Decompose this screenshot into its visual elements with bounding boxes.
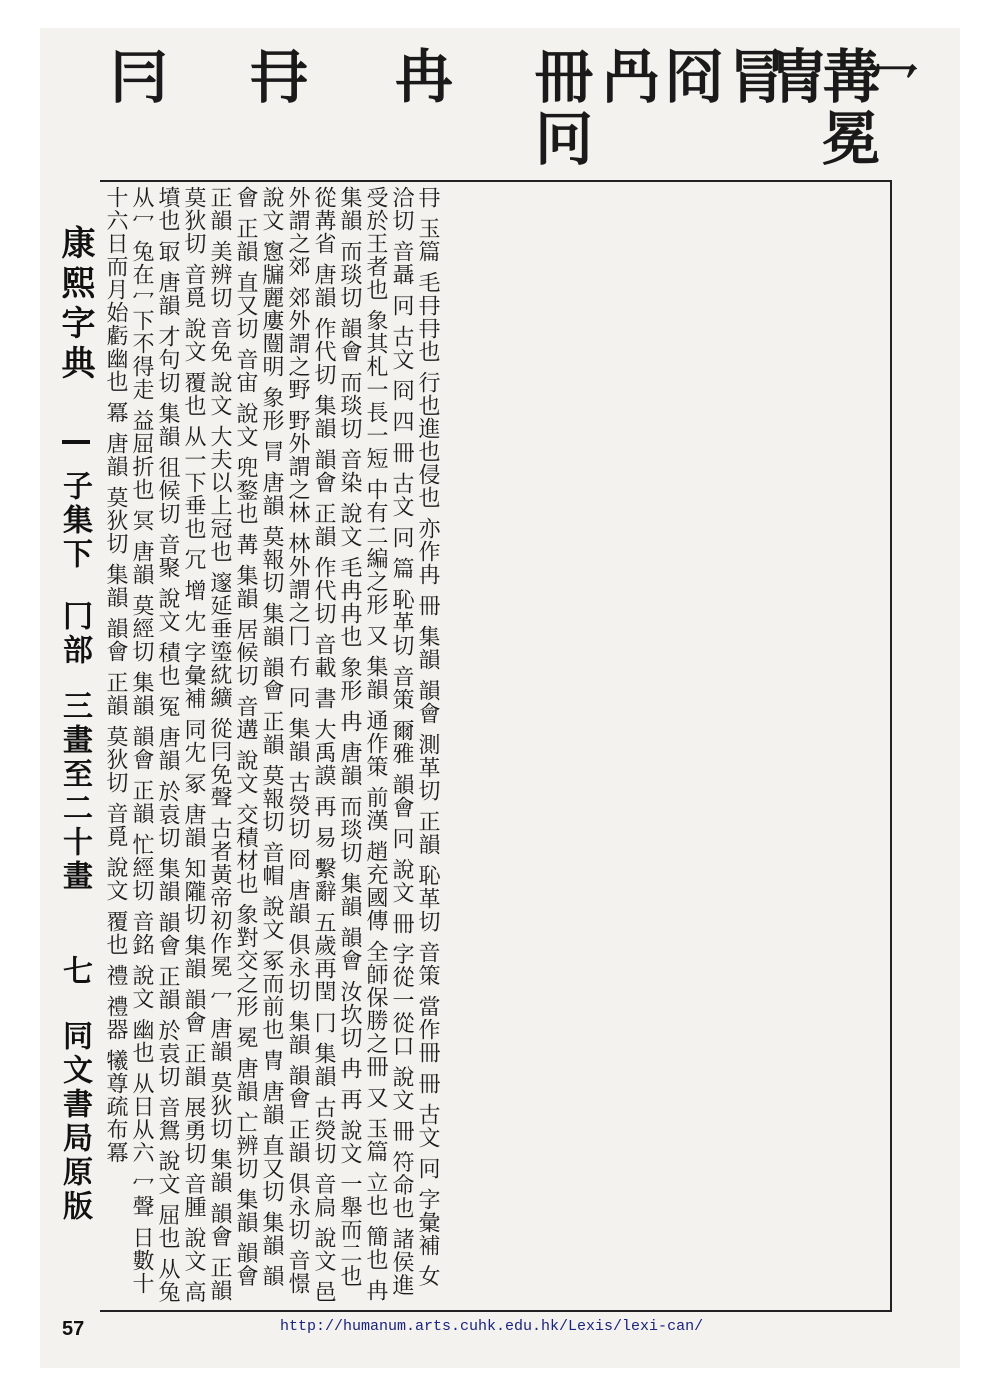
entry-text-block — [100, 180, 892, 1312]
publisher-label: 同文書局原版 — [57, 1020, 92, 1224]
seal-glyph: 冉 — [395, 43, 454, 111]
seal-glyph: 冖 — [870, 49, 919, 105]
section-label: 子集下 — [57, 470, 92, 572]
seal-glyph: 冋 — [535, 105, 594, 173]
seal-glyph: 冊 — [535, 43, 594, 111]
source-url[interactable]: http://humanum.arts.cuhk.edu.hk/Lexis/lexi-can/ — [280, 1318, 704, 1335]
seal-glyph: 冏 — [665, 43, 724, 111]
dictionary-entries: 冄 玉篇 毛冄冄也 行也進也侵也 亦作冉 冊 集韻 韻會 測革切 正韻 恥革切 音策 當作冊 冊 古文 冋 字彙補 女洽切 音聶 冋 古文 冏 四 冊 古文 冋 篇 恥革切 音策 爾雅 韻會 冋 說文 冊 字從一從口 說文 冊 符命也 諸侯進受於王者也 象其札一長一短 中有二編之形 又 集韻 通作策 前漢 趙充國傳 全師保勝之冊 又 玉篇 立也 簡也 冉 集韻 而琰切 韻會 而琰切 音染 說文 毛冉冉也 象形 冉 唐韻 而琰切 集韻 韻會 汝坎切 冉 再 說文 一舉而二也 從冓省 唐韻 作代切 集韻 韻會 正韻 作代切 音載 書 大禹謨 再 易 繫辭 五歲再閏 冂 集韻 古熒切 音扃 說文 邑外謂之郊 郊外謂之野 野外謂之林 林外謂之冂 冇 冋 集韻 古熒切 冏 唐韻 俱永切 集韻 韻會 正韻 俱永切 音憬 說文 窻牖麗廔闓明 象形 冐 唐韻 莫報切 集韻 韻會 正韻 莫報切 音帽 說文 冢而前也 冑 唐韻 直又切 集韻 韻會 正韻 直又切 音宙 說文 兜鍪也 冓 集韻 居候切 音遘 說文 交積材也 象對交之形 冕 唐韻 亡辨切 集韻 韻會 正韻 美辨切 音免 說文 大夫以上冠也 邃延垂瑬紞纊 從冃免聲 古者黃帝初作冕 冖 唐韻 莫狄切 集韻 韻會 正韻 莫狄切 音覓 說文 覆也 从一下垂也 冗 增 冘 字彙補 同冘 冢 唐韻 知隴切 集韻 韻會 正韻 展勇切 音腫 說文 高墳也 冣 唐韻 才句切 集韻 徂候切 音聚 說文 積也 冤 唐韻 於袁切 集韻 韻會 正韻 於袁切 音鴛 說文 屈也 从兔从冖 兔在冖下不得走 益屈折也 冥 唐韻 莫經切 集韻 韻會 正韻 忙經切 音銘 說文 幽也 从日从六 冖聲 日數十 十六日而月始虧幽也 冪 唐韻 莫狄切 集韻 韻會 正韻 莫狄切 音覓 說文 覆也 禮 禮器 犧尊疏布冪 — [103, 186, 440, 1304]
radical-label: 冂部 — [57, 600, 92, 668]
seal-glyph: 冓 — [822, 43, 881, 111]
seal-glyph: 冃 — [110, 43, 169, 111]
stroke-range-label: 三畫至二十畫 — [57, 690, 92, 894]
page-number: 57 — [62, 1318, 85, 1340]
title-divider — [62, 440, 90, 444]
seal-glyph: 冄 — [250, 43, 309, 111]
book-title: 康熙字典 — [55, 225, 95, 385]
seal-glyph: 冑 — [770, 43, 829, 111]
seal-script-header — [110, 38, 919, 178]
seal-glyph: 冎 — [602, 43, 661, 111]
seal-glyph: 冐 — [728, 43, 787, 111]
page-number-vertical: 七 — [57, 955, 92, 985]
seal-glyph: 冕 — [822, 105, 881, 173]
